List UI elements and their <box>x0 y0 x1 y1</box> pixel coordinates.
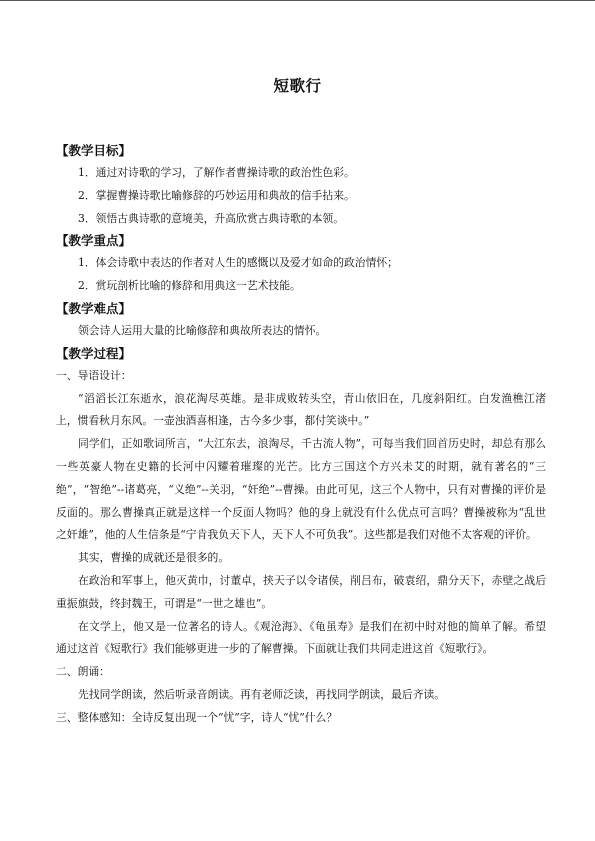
part2-text: 先找同学朗读，然后听录音朗读。再有老师泛读，再找同学朗读，最后齐读。 <box>78 687 446 701</box>
process-heading: 【教学过程】 <box>56 345 132 361</box>
intro-paragraph: 在政治和军事上，他灭黄巾，讨董卓，挟天子以令诸侯，削吕布，破袁绍，鼎分天下，赤壁之战后重振旗鼓，终封魏王，可谓是“一世之雄也”。 <box>56 573 546 610</box>
intro-paragraph: 在文学上，他又是一位著名的诗人。《观沧海》、《龟虽寿》是我们在初中时对他的简单了解。希望通过这首《短歌行》我们能够更进一步的了解曹操。下面就让我们共同走进这首《短歌行》。 <box>56 619 546 656</box>
goals-heading: 【教学目标】 <box>56 143 132 158</box>
key-point-item: 2．赏玩剖析比喻的修辞和用典这一艺术技能。 <box>78 279 301 293</box>
goal-item: 2．掌握曹操诗歌比喻修辞的巧妙运用和典故的信手拈来。 <box>78 188 355 202</box>
part1-title: 一、导语设计： <box>56 368 132 382</box>
intro-paragraph: 同学们，正如歌词所言，“大江东去，浪淘尽，千古流人物”，可每当我们回首历史时，却总有那么一些英豪人物在史籍的长河中闪耀着璀璨的光芒。比方三国这个方兴未艾的时期，就有著名的“三绝”，“智绝”--诸葛亮，“义绝”--关羽，“奸绝”--曹操。由此可见，这三个人物中，只有对曹操的评价是反面的。那么曹操真正就是这样一个反面人物吗？他的身上就没有什么优点可言吗？曹操被称为“乱世之奸雄”，他的人生信条是“宁肯我负天下人，天下人不可负我”。这些都是我们对他不太客观的评价。 <box>56 437 546 542</box>
goal-item: 3．领悟古典诗歌的意境美，升高欣赏古典诗歌的本领。 <box>78 211 344 225</box>
difficulty-heading: 【教学难点】 <box>56 300 132 316</box>
key-point-item: 1．体会诗歌中表达的作者对人生的感慨以及爱才如命的政治情怀； <box>78 256 398 270</box>
document-body <box>56 140 546 730</box>
goal-item: 1．通过对诗歌的学习，了解作者曹操诗歌的政治性色彩。 <box>78 166 355 179</box>
difficulty-text: 领会诗人运用大量的比喻修辞和典故所表达的情怀。 <box>78 323 327 337</box>
part2-title: 二、朗诵： <box>56 665 110 679</box>
page-top-rule <box>0 0 595 1</box>
key-points-heading: 【教学重点】 <box>56 233 132 249</box>
document-title: 短歌行 <box>273 77 322 95</box>
part3-title: 三、整体感知：全诗反复出现一个“忧”字，诗人“忧”什么？ <box>56 710 338 724</box>
intro-quote-paragraph: “滔滔长江东逝水，浪花淘尽英雄。是非成败转头空，青山依旧在，几度斜阳红。白发渔樵江渚上，惯看秋月东风。一壶浊酒喜相逢，古今多少事，都付笑谈中。” <box>56 391 546 428</box>
intro-paragraph: 其实，曹操的成就还是很多的。 <box>78 551 230 565</box>
